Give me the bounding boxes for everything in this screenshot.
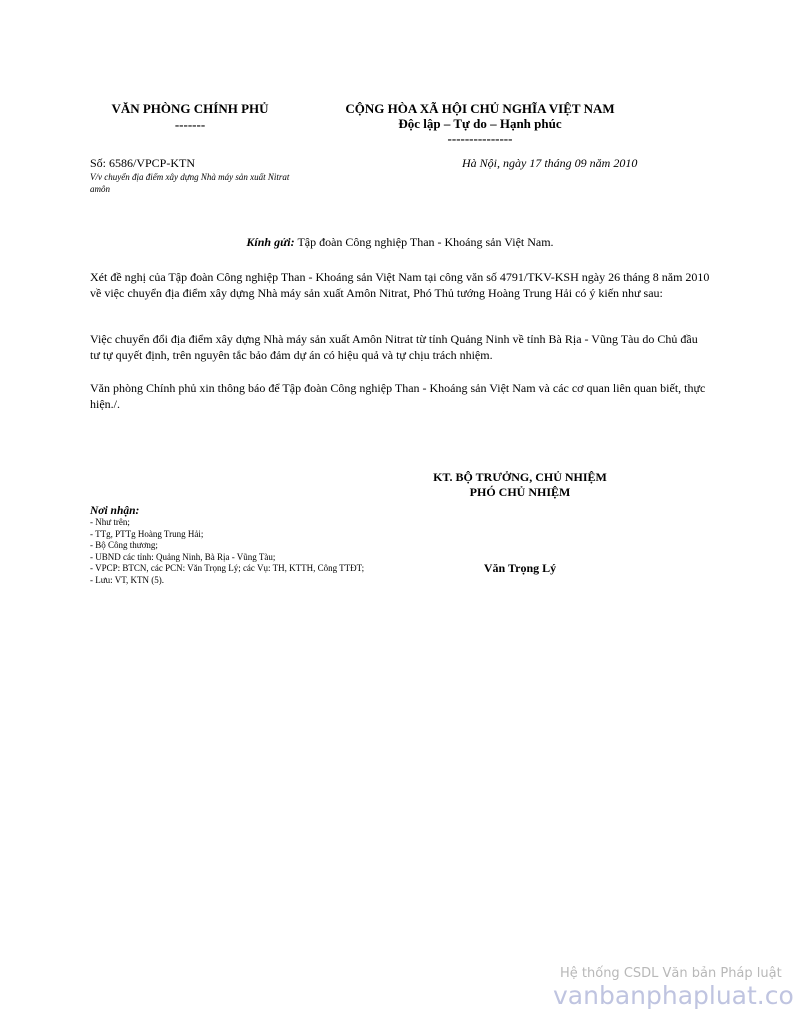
country-name: CỘNG HÒA XÃ HỘI CHỦ NGHĨA VIỆT NAM xyxy=(345,101,615,116)
watermark-line2: vanbanphapluat.co xyxy=(553,981,794,1010)
motto-rule: --------------- xyxy=(447,131,513,146)
body-paragraph-3: Văn phòng Chính phủ xin thông báo để Tập đoàn Công nghiệp Than - Khoáng sản Việt Nam và các cơ quan liên quan biết, thực hiện./. xyxy=(90,381,706,411)
addressee-label: Kính gửi: xyxy=(246,235,295,249)
addressee-line xyxy=(90,234,710,250)
agency-name: VĂN PHÒNG CHÍNH PHỦ xyxy=(111,101,269,116)
document-subject: V/v chuyển địa điểm xây dựng Nhà máy sản xuất Nitrat amôn xyxy=(90,172,290,194)
agency-rule: ------- xyxy=(174,117,206,132)
signer-name: Văn Trọng Lý xyxy=(483,561,557,575)
national-title-block xyxy=(320,101,640,146)
recipient-item: - TTg, PTTg Hoàng Trung Hải; xyxy=(90,528,204,539)
national-motto: Độc lập – Tự do – Hạnh phúc xyxy=(398,116,562,131)
watermark-line1: Hệ thống CSDL Văn bản Pháp luật xyxy=(560,966,782,981)
document-number: Số: 6586/VPCP-KTN xyxy=(90,156,196,170)
recipient-item: - VPCP: BTCN, các PCN: Văn Trọng Lý; các Vụ: TH, KTTH, Công TTĐT; xyxy=(90,563,365,573)
addressee-name: Tập đoàn Công nghiệp Than - Khoáng sản Việt Nam. xyxy=(297,235,554,249)
recipient-item: - Lưu: VT, KTN (5). xyxy=(90,574,165,585)
signature-title xyxy=(400,470,640,500)
place-date: Hà Nội, ngày 17 tháng 09 năm 2010 xyxy=(462,156,638,170)
recipients-title: Nơi nhận: xyxy=(90,505,140,517)
body-paragraph-2: Việc chuyển đổi địa điểm xây dựng Nhà máy sản xuất Amôn Nitrat từ tỉnh Quảng Ninh về tỉnh Bà Rịa - Vũng Tàu do Chủ đầu tư tự quyết định, trên nguyên tắc bảo đảm dự án có hiệu quả và tự chịu trách nhiệm. xyxy=(90,332,698,362)
issuing-agency-block xyxy=(90,101,290,133)
recipient-item: - Như trên; xyxy=(90,517,130,527)
recipient-item: - Bộ Công thương; xyxy=(90,540,158,550)
recipient-item: - UBND các tỉnh: Quảng Ninh, Bà Rịa - Vũng Tàu; xyxy=(90,551,276,562)
body-paragraph-1: Xét đề nghị của Tập đoàn Công nghiệp Than - Khoáng sản Việt Nam tại công văn số 4791/TKV-KSH ngày 26 tháng 8 năm 2010 về việc chuyển địa điểm xây dựng Nhà máy sản xuất Amôn Nitrat, Phó Thủ tướng Hoàng Trung Hải có ý kiến như sau: xyxy=(90,270,710,300)
signature-title-line1: KT. BỘ TRƯỞNG, CHỦ NHIỆM xyxy=(433,470,607,484)
recipients-list xyxy=(90,517,380,586)
signature-title-line2: PHÓ CHỦ NHIỆM xyxy=(469,485,571,499)
